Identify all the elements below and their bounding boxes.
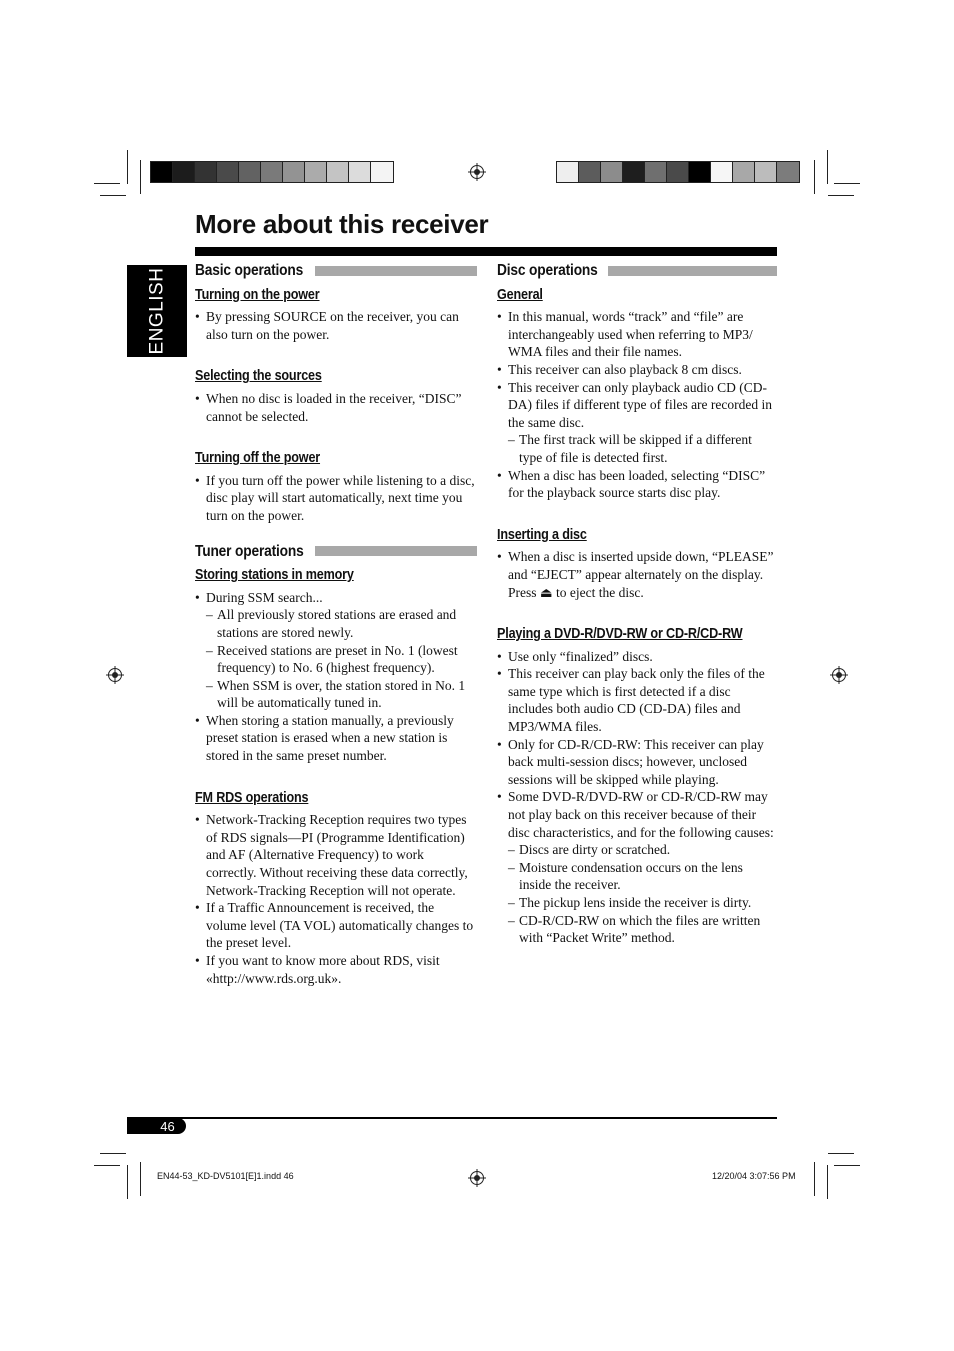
list-subitem: – The pickup lens inside the receiver is dirty. xyxy=(508,895,752,910)
color-swatch xyxy=(711,162,733,182)
crop-mark xyxy=(127,150,128,184)
list xyxy=(195,811,477,987)
registration-mark-icon xyxy=(108,668,122,682)
list-subitem: – When SSM is over, the station stored in No. 1 will be automatically tuned in. xyxy=(206,677,466,711)
list-item: • During SSM search... xyxy=(195,589,477,607)
section-heading-tuner-operations: Tuner operations xyxy=(195,543,477,561)
color-swatch xyxy=(305,162,327,182)
list-subitem: – All previously stored stations are erased and stations are stored newly. xyxy=(206,607,457,640)
list-item: • This receiver can play back only the files of the same type which is first detected if a disc includes both audio CD (CD-DA) files and MP3/WMA files. xyxy=(497,665,777,735)
color-swatch xyxy=(217,162,239,182)
color-swatch xyxy=(261,162,283,182)
crop-mark xyxy=(834,183,860,184)
crop-mark xyxy=(100,1153,126,1154)
crop-mark xyxy=(814,160,815,194)
left-column xyxy=(195,262,477,987)
footer-file-name: EN44-53_KD-DV5101[E]1.indd 46 xyxy=(157,1171,294,1181)
list-subitem: – Discs are dirty or scratched. xyxy=(508,842,671,858)
title-rule xyxy=(195,247,777,256)
crop-mark xyxy=(827,1165,828,1199)
crop-mark xyxy=(827,150,828,184)
crop-mark xyxy=(127,1165,128,1199)
color-swatch xyxy=(195,162,217,182)
color-swatch xyxy=(327,162,349,182)
page-number: 46 xyxy=(127,1118,186,1134)
list xyxy=(195,390,477,425)
subheading-storing-stations: Storing stations in memory xyxy=(195,566,354,584)
color-calibration-bar xyxy=(150,161,394,183)
list-item: • Use only “finalized” discs. xyxy=(497,648,777,666)
color-swatch xyxy=(601,162,623,182)
color-calibration-bar xyxy=(556,161,800,183)
list-item: • This receiver can only playback audio CD (CD-DA) files if different type of files are recorded in the same disc. xyxy=(497,379,777,432)
list xyxy=(497,548,777,601)
color-swatch xyxy=(623,162,645,182)
list-subitem: – Received stations are preset in No. 1 (lowest frequency) to No. 6 (highest frequency). xyxy=(206,642,458,676)
footer-rule xyxy=(127,1117,777,1119)
list-subitem: – CD-R/CD-RW on which the files are written with “Packet Write” method. xyxy=(508,912,761,946)
list-subitem: – Moisture condensation occurs on the lens inside the receiver. xyxy=(508,859,743,893)
list-subitem: – The first track will be skipped if a different type of file is detected first. xyxy=(508,432,752,465)
color-swatch xyxy=(349,162,371,182)
color-swatch xyxy=(283,162,305,182)
list-item: • When a disc is inserted upside down, “PLEASE” and “EJECT” appear alternately on the display. Press ⏏ to eject the disc. xyxy=(497,548,777,601)
list xyxy=(195,589,477,765)
crop-mark xyxy=(828,1153,854,1154)
subheading-playing-dvd-cd: Playing a DVD-R/DVD-RW or CD-R/CD-RW xyxy=(497,625,743,643)
list-item: • This receiver can also playback 8 cm discs. xyxy=(497,361,777,379)
footer-timestamp: 12/20/04 3:07:56 PM xyxy=(712,1171,796,1181)
color-swatch xyxy=(755,162,777,182)
crop-mark xyxy=(834,1165,860,1166)
list-item: • When storing a station manually, a previously preset station is erased when a new station is stored in the same preset number. xyxy=(195,712,477,765)
subheading-selecting-sources: Selecting the sources xyxy=(195,367,322,385)
section-heading-bar xyxy=(315,266,477,276)
subheading-inserting-disc: Inserting a disc xyxy=(497,525,587,543)
list-item: • If you turn off the power while listening to a disc, disc play will start automatically, next time you turn on the power. xyxy=(195,472,477,525)
language-tab-label: ENGLISH xyxy=(146,267,168,355)
subheading-turning-off-power: Turning off the power xyxy=(195,449,321,467)
subheading-fm-rds: FM RDS operations xyxy=(195,788,309,806)
section-heading-bar xyxy=(315,546,477,556)
subheading-turning-on-power: Turning on the power xyxy=(195,285,320,303)
section-heading-disc-operations: Disc operations xyxy=(497,262,777,280)
list xyxy=(497,308,777,502)
list xyxy=(195,308,477,343)
registration-mark-icon xyxy=(470,1171,484,1185)
color-swatch xyxy=(777,162,799,182)
list-item: • Network-Tracking Reception requires two types of RDS signals—PI (Programme Identification) and AF (Alternative Frequency) to work correctly. Without receiving these data correctly, Network-Tracking Reception will not operate. xyxy=(195,811,477,899)
crop-mark xyxy=(140,1162,141,1196)
list xyxy=(497,648,777,947)
color-swatch xyxy=(689,162,711,182)
list-item: • Some DVD-R/DVD-RW or CD-R/CD-RW may not play back on this receiver because of their disc characteristics, and for the following causes: xyxy=(497,788,777,841)
list-item: • Only for CD-R/CD-RW: This receiver can play back multi-session discs; however, unclosed sessions will be skipped while playing. xyxy=(497,736,777,789)
list-item: • In this manual, words “track” and “file” are interchangeably used when referring to MP3/ WMA files and their file names. xyxy=(497,308,777,361)
registration-mark-icon xyxy=(470,165,484,179)
color-swatch xyxy=(173,162,195,182)
list-item: • If you want to know more about RDS, visit «http://www.rds.org.uk». xyxy=(195,952,477,987)
crop-mark xyxy=(814,1162,815,1196)
crop-mark xyxy=(100,195,126,196)
list-item: • When no disc is loaded in the receiver, “DISC” cannot be selected. xyxy=(195,390,477,425)
registration-mark-icon xyxy=(832,668,846,682)
color-swatch xyxy=(645,162,667,182)
page-title: More about this receiver xyxy=(195,209,489,239)
list-item: • By pressing SOURCE on the receiver, you can also turn on the power. xyxy=(195,308,477,343)
crop-mark xyxy=(94,183,120,184)
section-heading-basic-operations: Basic operations xyxy=(195,262,477,280)
eject-icon: ⏏ xyxy=(539,584,553,600)
crop-mark xyxy=(828,195,854,196)
color-swatch xyxy=(579,162,601,182)
color-swatch xyxy=(733,162,755,182)
color-swatch xyxy=(557,162,579,182)
right-column xyxy=(497,262,777,947)
list xyxy=(195,472,477,525)
list-item: • When a disc has been loaded, selecting “DISC” for the playback source starts disc play. xyxy=(497,467,777,502)
section-heading-bar xyxy=(608,266,777,276)
crop-mark xyxy=(140,160,141,194)
subheading-general: General xyxy=(497,285,543,303)
color-swatch xyxy=(239,162,261,182)
language-tab xyxy=(127,265,187,357)
color-swatch xyxy=(667,162,689,182)
list-item: • If a Traffic Announcement is received, the volume level (TA VOL) automatically changes to the preset level. xyxy=(195,899,477,952)
color-swatch xyxy=(151,162,173,182)
crop-mark xyxy=(94,1165,120,1166)
color-swatch xyxy=(371,162,393,182)
